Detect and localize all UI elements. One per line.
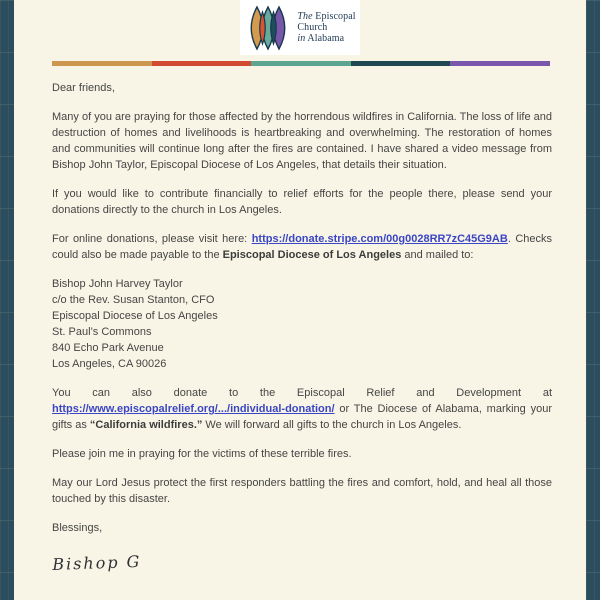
logo-line3: Alabama	[307, 33, 345, 44]
address-line: Episcopal Diocese of Los Angeles	[52, 310, 218, 322]
text-run: We will forward all gifts to the church in Los Angeles.	[202, 419, 462, 431]
letter-content	[14, 0, 586, 600]
greeting	[52, 80, 552, 96]
bold-text: “California wildfires.”	[89, 419, 203, 431]
left-edge-decoration	[0, 0, 14, 600]
stripe-donation-link[interactable]: https://donate.stripe.com/00g0028RR7zC45G9AB	[251, 233, 508, 245]
divider-segment-2	[251, 61, 351, 66]
paragraph-wildfires	[52, 109, 552, 173]
logo-line2: Church	[297, 22, 328, 33]
mailing-address	[52, 276, 552, 372]
divider-segment-4	[450, 61, 550, 66]
church-logo	[240, 0, 360, 55]
paragraph-join-praying	[52, 446, 552, 462]
logo-line1-pre: The	[297, 11, 313, 22]
church-logo-text	[297, 11, 355, 44]
paragraph-online-donations	[52, 231, 552, 263]
right-edge-decoration	[586, 0, 600, 600]
address-line: Bishop John Harvey Taylor	[52, 278, 183, 290]
signature: Bishop G	[51, 551, 142, 574]
paragraph-relief-development	[52, 385, 552, 433]
divider-segment-3	[351, 61, 451, 66]
letter-body	[52, 80, 552, 575]
address-line: Los Angeles, CA 90026	[52, 358, 167, 370]
paragraph-blessing-prayer	[52, 475, 552, 507]
text-run: Please join me in praying for the victims of these terrible fires.	[52, 448, 352, 460]
episcopal-relief-link[interactable]: https://www.episcopalrelief.org/.../individual-donation/	[52, 403, 335, 415]
text-run: If you would like to contribute financially to relief efforts for the people there, please send your donations directly to the church in Los Angeles.	[52, 188, 552, 216]
text-run: You can also donate to the Episcopal Relief and Development at	[52, 387, 552, 399]
text-run: Blessings,	[52, 522, 103, 534]
address-line: St. Paul’s Commons	[52, 326, 152, 338]
logo-line3-pre: in	[297, 33, 306, 44]
divider-segment-0	[52, 61, 152, 66]
text-run: . Checks could also be made payable to the	[52, 233, 553, 261]
text-run: and mailed to:	[401, 249, 474, 261]
text-run: May our Lord Jesus protect the first responders battling the fires and comfort, hold, and heal all those touched by this disaster.	[52, 477, 552, 505]
address-line: c/o the Rev. Susan Stanton, CFO	[52, 294, 215, 306]
paragraph-contribute	[52, 186, 552, 218]
church-logo-leaves-icon	[244, 5, 292, 51]
divider-segment-1	[152, 61, 252, 66]
logo-line1: Episcopal	[315, 11, 356, 22]
text-run: or The Diocese of Alabama, marking your gifts as	[52, 403, 552, 431]
text-run: For online donations, please visit here:	[52, 233, 252, 245]
address-line: 840 Echo Park Avenue	[52, 342, 164, 354]
brand-color-divider	[52, 61, 550, 66]
closing	[52, 520, 552, 536]
bold-text: Episcopal Diocese of Los Angeles	[222, 249, 402, 261]
text-run: Dear friends,	[52, 82, 115, 94]
text-run: Many of you are praying for those affected by the horrendous wildfires in California. The loss of life and destruction of homes and livelihoods is heartbreaking and overwhelming. The restoration of homes and communities will continue long after the fires are contained. I have shared a video message from Bishop John Taylor, Episcopal Diocese of Los Angeles, that details their situation.	[52, 111, 552, 171]
